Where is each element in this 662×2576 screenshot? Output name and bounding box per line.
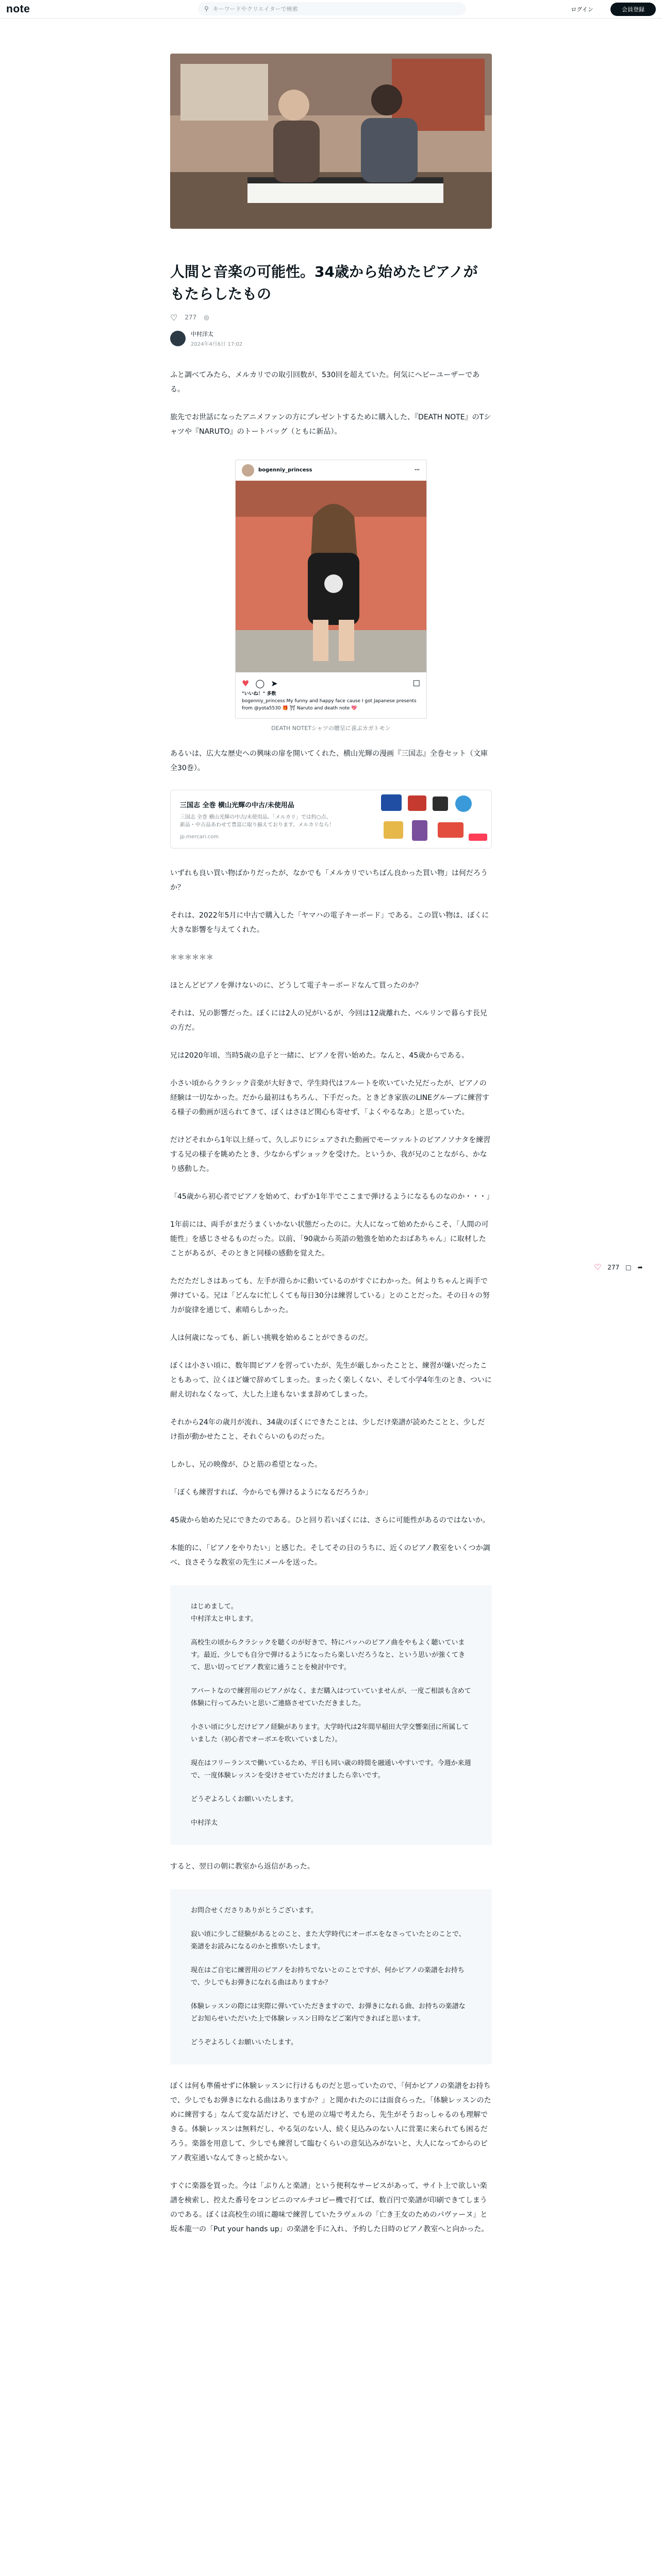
quote-line: アパートなので練習用のピアノがなく、まだ購入はつていていませんが、一度ご相談も含めて体験に行ってみたいと思いご連絡させていただきました。 [191, 1687, 471, 1707]
bookmark-icon[interactable]: ☐ [412, 678, 420, 688]
signup-button[interactable]: 会員登録 [610, 3, 656, 16]
share-icon[interactable]: ➤ [271, 678, 278, 688]
search-placeholder: キーワードやクリエイターで検索 [212, 6, 298, 12]
paragraph: ＊＊＊＊＊＊ [170, 953, 213, 962]
comment-icon[interactable]: □ [625, 1263, 632, 1271]
tip-icon[interactable]: ◎ [204, 314, 209, 321]
link-card-thumbnail [376, 790, 491, 849]
paragraph: それは、2022年5月に中古で購入した「ヤマハの電子キーボード」である。この買い物は、ぼくに大きな影響を与えてくれた。 [170, 911, 489, 934]
paragraph: それから24年の歳月が流れ、34歳のぼくにできたことは、少しだけ楽譜が読めたことと、少しだけ指が動かせたこと、それぐらいのものだった。 [170, 1418, 485, 1441]
like-icon[interactable]: ♡ [170, 312, 178, 323]
quote-line: どうぞよろしくお願いいたします。 [191, 1795, 297, 1803]
paragraph: いずれも良い買い物ばかりだったが、なかでも「メルカリでいちばん良かった買い物」は何だろうか？ [170, 869, 488, 892]
quote-line: お問合せくださりありがとうございます。 [191, 1906, 318, 1914]
paragraph: ただただしさはあっても、左手が滑らかに動いているのがすぐにわかった。何よりちゃんと両手で弾けている。兄は「どんなに忙しくても毎日30分は練習している」とのことだった。その日々の努力が旋律を通じて、素晴らしかった。 [170, 1277, 490, 1314]
meta-row [170, 313, 492, 323]
paragraph: 小さい頃からクラシック音楽が大好きで、学生時代はフルートを吹いていた兄だったが、ピアノの経験は一切なかった。だから最初はもちろん、下手だった。ときどき家族のLINEグループに練習する様子の動画が送られてきて、ぼくはさほど関心も寄せず、「よくやるなあ」と思っていた。 [170, 1079, 489, 1116]
instagram-avatar [242, 464, 254, 477]
email-quote-2 [170, 1889, 492, 2064]
hero-photo [170, 54, 492, 229]
paragraph: それは、兄の影響だった。ぼくには2人の兄がいるが、今回は12歳離れた、ベルリンで暮らす長兄の方だ。 [170, 1009, 487, 1032]
quote-line: 高校生の頃からクラシックを聴くのが好きで、特にバッハのピアノ曲をやもよく聴いています。最近、少しでも自分で弾けるようになったら楽しいだろうなと、という思いが強くてきて、思い切ってピアノ教室に通うことを検討中です。 [191, 1638, 465, 1671]
instagram-text [236, 689, 426, 718]
paragraph: ほとんどピアノを弾けないのに、どうして電子キーボードなんて買ったのか？ [170, 981, 422, 990]
note-logo[interactable]: note [6, 3, 30, 15]
instagram-header [236, 460, 426, 481]
paragraph: ふと調べてみたら、メルカリでの取引回数が、530回を超えていた。何気にヘビーユーザーである。 [170, 370, 480, 394]
link-card-url: jp.mercari.com [180, 834, 219, 840]
paragraph: 45歳から始めた兄にできたのである。ひと回り若いぼくには、さらに可能性があるのではないか。 [170, 1516, 490, 1524]
quote-line: 現在はフリーランスで働いているため、平日も同い歳の時間を融通いやすいです。今週か来週で、一度体験レッスンを受けさせていただけましたら幸いです。 [191, 1759, 471, 1780]
paragraph: あるいは、広大な歴史への興味の扉を開いてくれた、横山光輝の漫画『三国志』全巻セット（文庫全30巻）。 [170, 749, 488, 772]
paragraph: 「45歳から初心者でピアノを始めて、わずか1年半でここまで弾けるようになるものなのか・・・」 [170, 1192, 494, 1201]
paragraph: 本能的に、「ピアノをやりたい」と感じた。そしてその日のうちに、近くのピアノ教室をいくつか調べ、良さそうな教室の先生にメールを送った。 [170, 1544, 490, 1567]
search-input[interactable] [198, 2, 466, 15]
comment-icon[interactable]: ◯ [255, 678, 265, 688]
link-card-title[interactable]: 三国志 全巻 横山光輝の中古/未使用品 [180, 801, 294, 809]
login-button[interactable]: ログイン [571, 6, 593, 13]
image-caption: DEATH NOTETシャツの贈呈に喜ぶカガトモン [271, 724, 391, 732]
paragraph: 人は何歳になっても、新しい挑戦を始めることができるのだ。 [170, 1333, 372, 1342]
hero-image [170, 54, 492, 229]
paragraph: 兄は2020年頃、当時5歳の息子と一緒に、ピアノを習い始めた。なんと、45歳からである。 [170, 1051, 469, 1060]
email-quote-1 [170, 1585, 492, 1845]
quote-line: 中村洋太 [191, 1819, 218, 1827]
paragraph: 1年前には、両手がまだうまくいかない状態だったのに。大人になって始めたからこそ、「人間の可能性」を感じさせるものだった。以前、「90歳から英語の勉強を始めたおばあちゃん」に取材したことがあるが、そのときと同様の感動を覚えた。 [170, 1220, 489, 1258]
quote-line: 体験レッスンの際には実際に弾いていただきますので、お弾きになれる曲、お持ちの楽譜などお知らせいただいた上で体験レッスン日時などご案内できればと思います。 [191, 2002, 466, 2023]
paragraph: 「ぼくも練習すれば、今からでも弾けるようになるだろうか」 [170, 1488, 372, 1497]
site-header [0, 0, 662, 19]
quote-line: はじめまして。 中村洋太と申します。 [191, 1602, 257, 1623]
quote-line: 寂い頃に少しご経験があるとのこと、また大学時代にオーボエをなさっていたとのことで、楽譜をお読みになるのかと推察いたします。 [191, 1930, 466, 1951]
post-date: 2024年4月6日 17:02 [191, 341, 243, 347]
like-count: 277 [185, 314, 197, 321]
instagram-photo [236, 481, 426, 672]
instagram-actions [236, 674, 426, 689]
author-row[interactable] [170, 330, 492, 347]
heart-icon[interactable]: ♥ [242, 678, 250, 688]
instagram-likes: "いいね！" 多数 [242, 691, 276, 697]
article [170, 54, 492, 2236]
share-icon[interactable]: ➦ [637, 1263, 643, 1271]
instagram-embed[interactable] [235, 460, 427, 719]
instagram-caption: bogenniy_princess My funny and happy face cause I got Japanese presents from @yota5530 🎁 ⛩ Naruto and death note 💖 [242, 698, 417, 711]
like-count: 277 [607, 1263, 620, 1271]
floating-actions [594, 1262, 649, 1272]
instagram-user[interactable]: bogenniy_princess [258, 467, 312, 473]
search-icon: ⚲ [204, 5, 209, 12]
quote-line: どうぞよろしくお願いいたします。 [191, 2038, 297, 2046]
like-icon[interactable]: ♡ [594, 1262, 602, 1272]
article-title: 人間と音楽の可能性。34歳から始めたピアノがもたらしたもの [170, 263, 478, 303]
link-card-body [171, 790, 376, 848]
link-card-desc: 三国志 全巻 横山光輝の中古/未使用品、「メルカリ」では約○点、新品・中古品あわせて豊富に取り揃えております。メルカリなら！ [180, 814, 335, 828]
paragraph: すると、翌日の朝に教室から返信があった。 [170, 1862, 315, 1871]
paragraph: ぼくは何も準備せずに体験レッスンに行けるものだと思っていたので、「何かピアノの楽譜をお持ちで、少しでもお弾きになれる曲はありますか？」と聞かれたのには面食らった。「体験レッスンのために練習する」なんて変な話だけど、でも逆の立場で考えたら、先生がそうおっしゃるのも理解できる。体験レッスンは無料だし、やる気のない人、続く見込みのない人に営業に来られても困るだろう。楽器を用意して、少しでも練習して臨むくらいの意気込みがないと、大人になってからのピアノ教室通いなんてきっと続かない。 [170, 2081, 491, 2162]
link-card[interactable] [170, 790, 492, 849]
paragraph: 旅先でお世話になったアニメファンの方にプレゼントするために購入した、『DEATH NOTE』のTシャツや『NARUTO』のトートバッグ（ともに新品）。 [170, 413, 491, 436]
quote-line: 現在はご自宅に練習用のピアノをお持ちでないとのことですが、何かピアノの楽譜をお持ちで、少しでもお弾きになれる曲はありますか？ [191, 1966, 465, 1987]
paragraph: ぼくは小さい頃に、数年間ピアノを習っていたが、先生が厳しかったことと、練習が嫌いだったこともあって、泣くほど嫌で辞めてしまった。まったく楽しくない、そして小学4年生のとき、ついに耐え切れなくなって、大した上達もないまま辞めてしまった。 [170, 1361, 492, 1399]
paragraph: だけどそれから1年以上経って、久しぶりにシェアされた動画でモーツァルトのピアノソナタを練習する兄の様子を眺めたとき、少なからずショックを受けた。というか、我が兄のことながら、かなり感動した。 [170, 1136, 491, 1173]
author-name[interactable]: 中村洋太 [191, 330, 213, 337]
more-icon[interactable]: ⋯ [415, 467, 420, 473]
paragraph: しかし、兄の映像が、ひと筋の希望となった。 [170, 1460, 322, 1469]
quote-line: 小さい頃に少しだけピアノ経験があります。大学時代は2年間早稲田大学交響楽団に所属していました（初心者でオーボエを吹いていました）。 [191, 1723, 469, 1743]
paragraph: すぐに楽器を買った。今は「ぷりんと楽譜」という便利なサービスがあって、サイト上で欲しい楽譜を検索し、控えた番号をコンビニのマルチコピー機で打てば、数百円で楽譜が印刷できてしまうのである。ぼくは高校生の頃に趣味で練習していたラヴェルの「亡き王女のためのパヴァーヌ」と坂本龍一の「Put your hands up」の楽譜を手に入れ、予約した日時のピアノ教室へと向かった。 [170, 2181, 489, 2233]
avatar[interactable] [170, 331, 186, 346]
